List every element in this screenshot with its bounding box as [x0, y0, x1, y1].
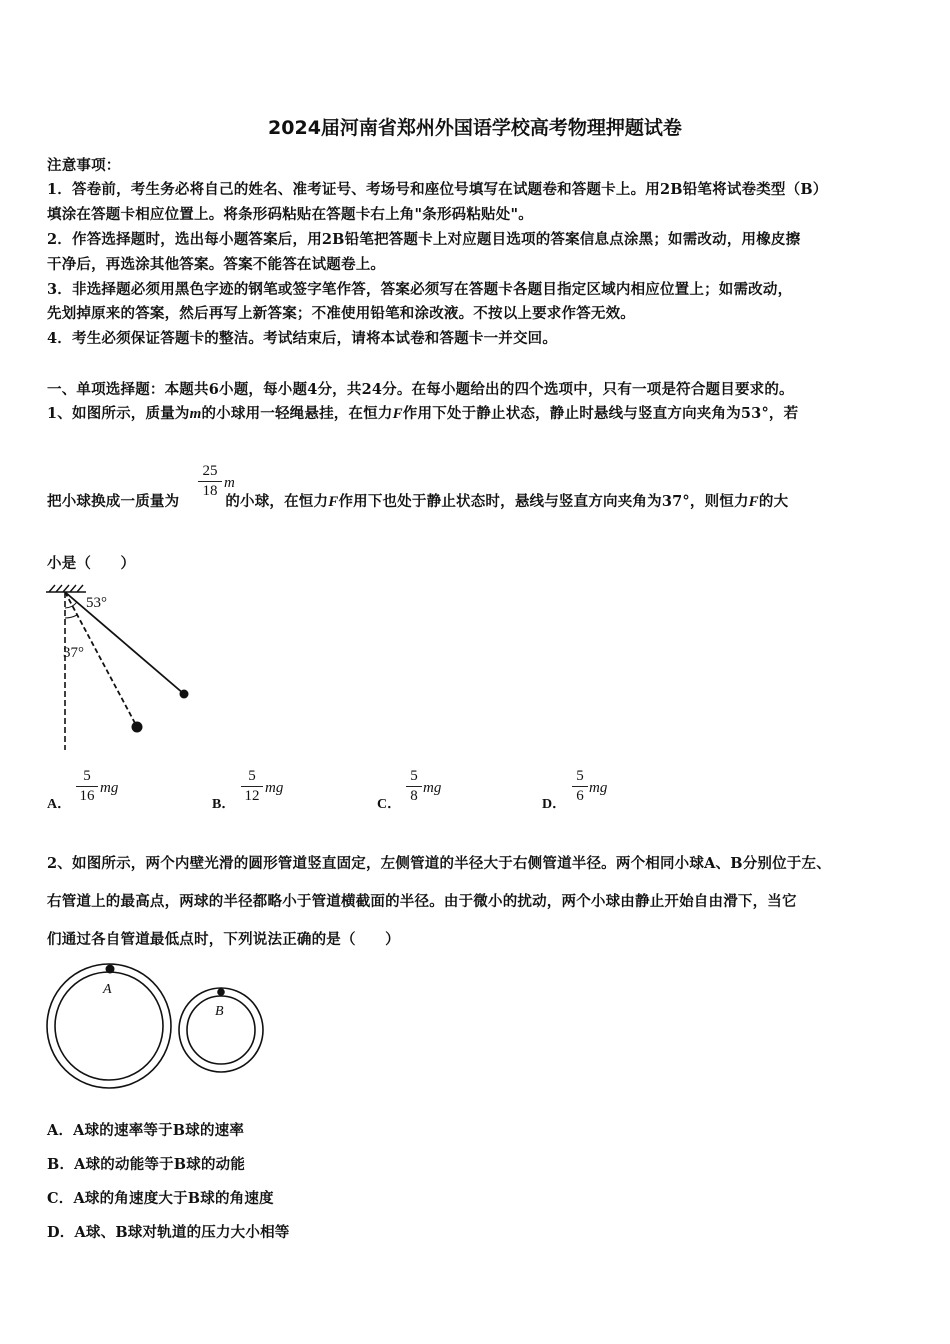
- q2-line: 2、如图所示，两个内壁光滑的圆形管道竖直固定，左侧管道的半径大于右侧管道半径。两个相同小球A、B分别位于左、: [47, 855, 831, 872]
- q1-pendulum-figure: [40, 582, 210, 754]
- notice-line: 1．答卷前，考生务必将自己的姓名、准考证号、考场号和座位号填写在试题卷和答题卡上。用2B铅笔将试卷类型（B）: [47, 181, 828, 198]
- q2-line: 们通过各自管道最低点时，下列说法正确的是（ ）: [47, 931, 400, 948]
- ball-a: [106, 965, 115, 974]
- ball-37: [132, 722, 143, 733]
- q2-option-a[interactable]: A．A球的速率等于B球的速率: [47, 1122, 245, 1139]
- notice-line: 2．作答选择题时，选出每小题答案后，用2B铅笔把答题卡上对应题目选项的答案信息点涂黑；如需改动，用橡皮擦: [47, 231, 801, 248]
- label-b: B: [215, 1004, 224, 1019]
- angle-arc-37: [65, 615, 77, 618]
- notice-line: 填涂在答题卡相应位置上。将条形码粘贴在答题卡右上角"条形码粘贴处"。: [47, 206, 533, 223]
- page-title: 2024届河南省郑州外国语学校高考物理押题试卷: [268, 117, 682, 139]
- q1-option-a-fraction: 5 16: [76, 768, 98, 805]
- notice-line: 3．非选择题必须用黑色字迹的钢笔或签字笔作答，答案必须写在答题卡各题目指定区域内相应位置上；如需改动，: [47, 281, 793, 298]
- string-53: [65, 592, 184, 694]
- q1-option-c-fraction: 5 8: [406, 768, 422, 805]
- ball-b: [217, 988, 225, 996]
- q2-option-d[interactable]: D．A球、B球对轨道的压力大小相等: [47, 1224, 290, 1241]
- q1-mass-fraction: 25 18: [198, 463, 222, 500]
- q1-option-d[interactable]: D．: [542, 797, 567, 812]
- right-tube-outer: [179, 988, 263, 1072]
- notice-heading: 注意事项：: [47, 157, 121, 174]
- q2-option-c[interactable]: C．A球的角速度大于B球的角速度: [47, 1190, 274, 1207]
- q1-option-d-fraction: 5 6: [572, 768, 588, 805]
- q1-mass-symbol: m: [224, 475, 235, 491]
- notice-line: 4．考生必须保证答题卡的整洁。考试结束后，请将本试卷和答题卡一并交回。: [47, 330, 558, 347]
- notice-line: 先划掉原来的答案，然后再写上新答案；不准使用铅笔和涂改液。不按以上要求作答无效。: [47, 305, 635, 322]
- q1-option-c-suffix: mg: [423, 780, 442, 796]
- q1-option-d-suffix: mg: [589, 780, 608, 796]
- q1-line2: 把小球换成一质量为 的小球，在恒力F作用下也处于静止状态时，悬线与竖直方向夹角为37°，则恒力F的大: [47, 493, 789, 510]
- q2-option-b[interactable]: B．A球的动能等于B球的动能: [47, 1156, 246, 1173]
- q1-option-b-fraction: 5 12: [241, 768, 263, 805]
- q1-option-c[interactable]: C．: [377, 797, 402, 812]
- q1-option-a-suffix: mg: [100, 780, 119, 796]
- label-a: A: [103, 982, 112, 997]
- ceiling-hatch: [46, 585, 86, 592]
- q1-option-a[interactable]: A．: [47, 797, 72, 812]
- q1-option-b-suffix: mg: [265, 780, 284, 796]
- q1-line3: 小是（ ）: [47, 555, 136, 572]
- section-heading: 一、单项选择题：本题共6小题，每小题4分，共24分。在每小题给出的四个选项中，只有一项是符合题目要求的。: [47, 381, 794, 398]
- q1-option-b[interactable]: B．: [212, 797, 236, 812]
- q1-line1: 1、如图所示，质量为m的小球用一轻绳悬挂，在恒力F作用下处于静止状态，静止时悬线与竖直方向夹角为53°，若: [47, 405, 799, 422]
- angle-label-53: 53°: [86, 595, 107, 611]
- notice-line: 干净后，再选涂其他答案。答案不能答在试题卷上。: [47, 256, 386, 273]
- q2-tubes-figure: [40, 960, 270, 1090]
- ball-53: [180, 690, 189, 699]
- angle-label-37: 37°: [63, 645, 84, 661]
- q2-line: 右管道上的最高点，两球的半径都略小于管道横截面的半径。由于微小的扰动，两个小球由静止开始自由滑下，当它: [47, 893, 797, 910]
